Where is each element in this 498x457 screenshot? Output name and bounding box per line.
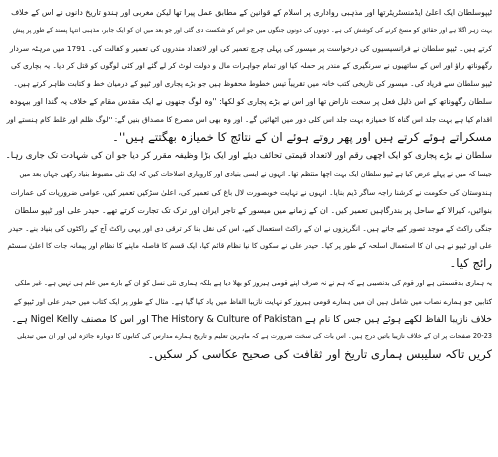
paragraph-curriculum (6, 275, 492, 364)
text-line: علی اور ٹیپو نے ہی ان کا استعمال اسلحہ کے طور پر کیا۔ حیدر علی نے سکوں کا نیا نظام قائم کیا، ایک قسم کا فاصلہ ماپنے کا نظام اور پیمانہ جات کا اعلیٰ سسٹم (7, 241, 492, 251)
text-line: کرتے ہیں۔ ٹیپو سلطان نے فرانسیسیوں کی درخواست پر میسور کی پہلی چرچ تعمیر کی اور لاتعداد مندروں کی تعمیر و کفالت کی۔ 1791 میں مرہٹہ سردار (9, 43, 492, 53)
text-line: کریں تاکہ سلیبس ہماری تاریخ اور ثقافت کی صحیح عکاسی کر سکیں۔ (147, 347, 492, 362)
text-line: یہ ہماری بدقسمتی ہے اور قوم کی بدنصیبی ہے کہ ہم نے نہ صرف اپنے قومی ہیروز کو بھلا دیا ہے بلکہ ہماری نئی نسل کو ان کے بارے میں علم ہی نہیں ہے۔ غیر ملکی (14, 278, 492, 287)
paragraph-tipu-tolerance (6, 4, 492, 146)
text-line: ٹیپو سلطان سے فریاد کی۔ میسور کی تاریخی کتب خانہ میں تقریباً تیس خطوط محفوظ ہیں جو بڑے پجاری اور ٹیپو کے درمیان خط و کتابت ظاہر کرتے ہیں۔ (13, 79, 492, 89)
text-line: مسکراتے ہوئے کرتے ہیں اور پھر روتے ہوئے ان کے نتائج کا خمیازہ بھگتتے ہیں''۔ (112, 129, 492, 144)
text-line: بہت زہر اگلا ہے اور حقائق کو مسخ کرنے کی کوشش کی ہے۔ دونوں کی دونوں جنگوں میں جو اس کو شکست دی گئی اور جو بعد میں ان کو ایک جابر، مذہبی انتہا پسند کے طور پر پیش (12, 26, 492, 34)
text-line: جیسا کہ میں نے پہلے عرض کیا ہے ٹیپو سلطان ایک بہت اچھا منتظم تھا۔ انہوں نے ایسی بنیادی اور کاروباری اصلاحات کیں کہ ایک نئی مضبوط بنیاد رکھی جہاں بعد میں (19, 170, 492, 179)
text-line: ہندوستان کی حکومت نے کرشنا راجہ ساگر ڈیم بنایا۔ انہوں نے نہایت خوبصورت لال باغ کی تعمیر کی، اعلیٰ سڑکیں تعمیر کیں، عوامی ضروریات کی عمارات (10, 187, 492, 197)
text-line: رائج کیا۔ (449, 256, 492, 271)
text-line: رگھوناتھ راؤ اور اس کے ساتھیوں نے سرنگیری کے مندر پر حملہ کیا اور تمام جواہرات مال و دولت لوٹ کر لے گئے اور کئی لوگوں کو قتل کر دیا۔ یہ بچاری کی (10, 61, 492, 71)
text-line: بنوائیں، کیرالا کے ساحل پر بندرگاہیں تعمیر کیں۔ ان کے زمانے میں میسور کے تاجر ایران اور ترک تک تجارت کرتے تھے۔ حیدر علی اور ٹیپو سلطان (14, 205, 492, 215)
text-line: سلطان رگھوناتھ کے اس ذلیل فعل پر سخت ناراض تھا اور اس نے بڑے پجاری کو لکھا: ''وہ لوگ جنھوں نے ایک مقدس مقام کے خلاف یہ گندا اور بیہودہ (9, 96, 492, 106)
text-line: کتابیں جو ہمارے نصاب میں شامل ہیں ان میں ہمارے قومی ہیروز کو نہایت نازیبا الفاظ میں یاد کیا گیا ہے۔ مثال کے طور پر ایک کتاب میں حیدر علی اور ٹیپو کے (13, 296, 492, 306)
text-line: 20-23 صفحات پر ان کے خلاف نازیبا باتیں درج ہیں۔ اس بات کی سخت ضرورت ہے کہ ماہرین تعلیم و تاریخ ہمارے مدارس کی کتابوں کا دوبارہ جائزہ لیں اور ان میں تبدیلی (17, 332, 492, 341)
text-line: ٹیپوسلطان ایک اعلیٰ ایڈمنسٹریٹرتھا اور مذہبی رواداری پر اسلام کے قوانین کے مطابق عمل پیرا تھا لیکن مغربی اور ہندو تاریخ دانوں نے اس کے خلاف (11, 8, 492, 17)
text-line: اقدام کیا ہے بہت جلد اس گناہ کا خمیازہ بہت جلد اس کلی دور میں اٹھائیں گے۔ اور وہ بھی اس مصرع کا مصداق بنیں گے: ''لوگ ظلم اور غلط کام ہنستے اور (6, 114, 492, 124)
text-line: سلطان نے بڑے پجاری کو ایک اچھی رقم اور لاتعداد قیمتی تحائف دیئے اور ایک بڑا وظیفہ مقرر کر دیا جو ان کی شہادت تک جاری رہا۔ (6, 151, 492, 162)
paragraph-administration (6, 148, 492, 273)
text-line: خلاف نازیبا الفاظ لکھے ہوئے ہیں جس کا نام ہے The History & Culture of Pakistan اور اس کا مصنف Nigel Kelly ہے۔ (11, 313, 492, 325)
text-line: جنگی راکٹ کے موجد تصور کیے جاتے ہیں۔ انگریزوں نے ان کے راکٹ استعمال کیے، اس کی نقل بنا کر ترقی دی اور یہی راکٹ آج کے راکٹوں کی بنیاد بنے۔ حیدر (8, 223, 492, 233)
